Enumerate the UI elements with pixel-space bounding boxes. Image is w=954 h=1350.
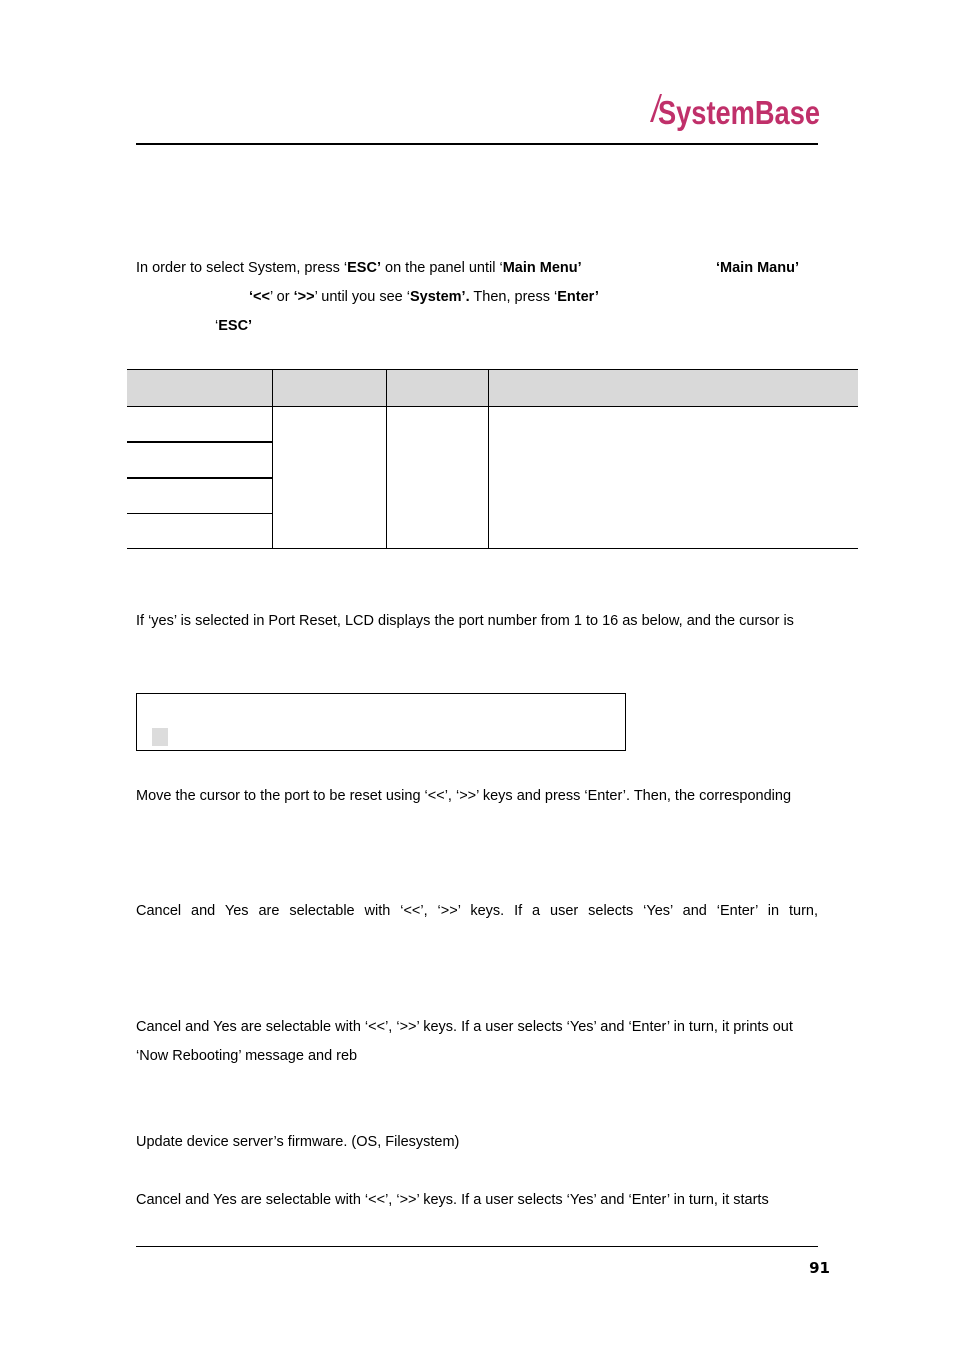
intro-line-1-main-manu: ‘Main Manu’ — [716, 260, 799, 276]
logo-text: SystemBase — [658, 94, 820, 131]
lcd-display-box — [136, 693, 626, 751]
cancel-yes-text-3: Cancel and Yes are selectable with ‘<<’, ‘>>’ keys. If a user selects ‘Yes’ and ‘Enter’ in turn, it starts — [136, 1192, 769, 1208]
table-col-divider-2 — [386, 369, 387, 549]
lcd-cursor — [152, 728, 168, 746]
systembase-logo — [646, 88, 822, 132]
update-firmware-text: Update device server’s firmware. (OS, Filesystem) — [136, 1134, 460, 1150]
table-row-divider-3 — [127, 513, 272, 514]
intro-line-1: In order to select System, press ‘ESC’ on the panel until ‘Main Menu’ — [136, 260, 582, 276]
footer-rule — [136, 1246, 818, 1247]
system-menu-table — [127, 369, 858, 549]
move-cursor-text: Move the cursor to the port to be reset using ‘<<’, ‘>>’ keys and press ‘Enter’. Then, the corresponding — [136, 788, 792, 804]
table-row-divider-1 — [127, 441, 272, 443]
intro-line-3: ‘ESC’ — [215, 318, 253, 334]
cancel-yes-text-2: Cancel and Yes are selectable with ‘<<’, ‘>>’ keys. If a user selects ‘Yes’ and ‘Enter’ in turn, it prints out — [136, 1019, 793, 1035]
table-col-divider-3 — [488, 369, 489, 549]
cancel-yes-text-1: Cancel and Yes are selectable with ‘<<’, ‘>>’ keys. If a user selects ‘Yes’ and ‘Enter’ in turn, — [136, 903, 818, 919]
now-rebooting-text: ‘Now Rebooting’ message and reb — [136, 1048, 358, 1064]
port-reset-text: If ‘yes’ is selected in Port Reset, LCD displays the port number from 1 to 16 as below, and the cursor is — [136, 613, 794, 629]
table-row-divider-2 — [127, 477, 272, 479]
table-col-divider-1 — [272, 369, 273, 549]
table-header-row — [127, 369, 858, 407]
page-number: 91 — [809, 1259, 830, 1277]
header-rule — [136, 143, 818, 145]
table-bottom-rule — [127, 548, 858, 549]
intro-line-2: ‘<<’ or ‘>>’ until you see ‘System’. Then, press ‘Enter’ — [249, 289, 599, 305]
